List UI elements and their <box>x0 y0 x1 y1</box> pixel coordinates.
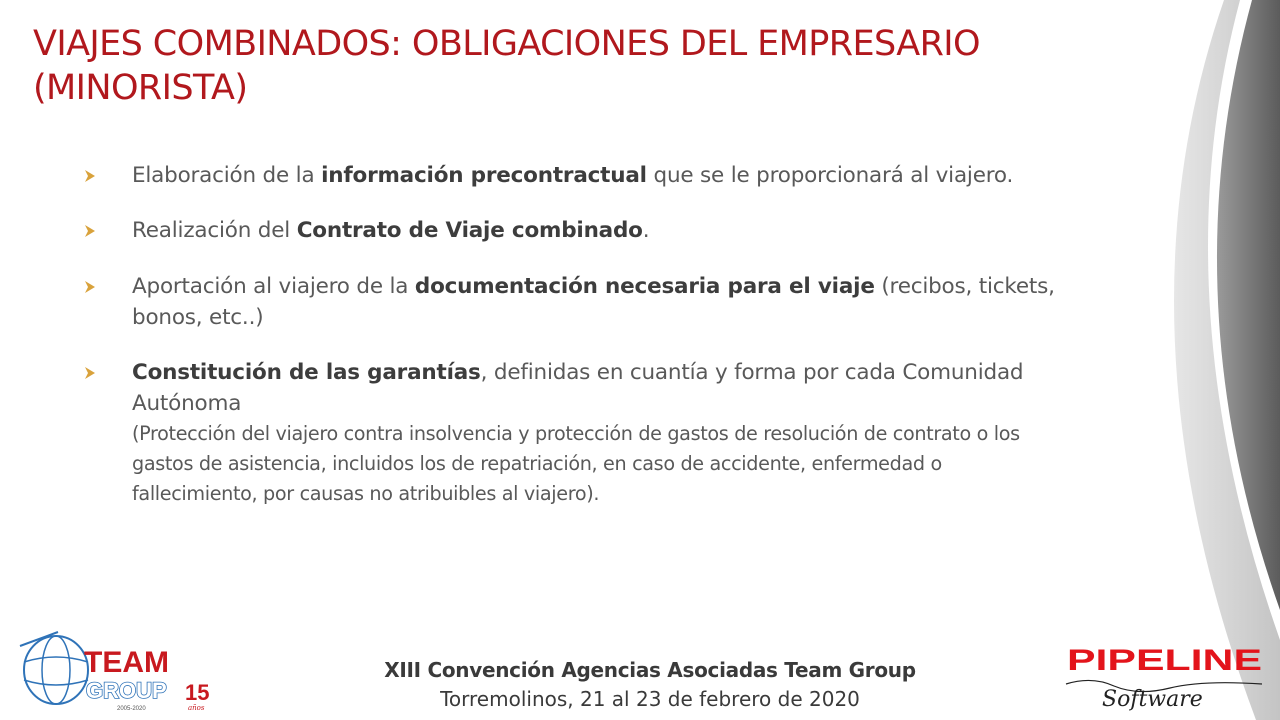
bullet-text: Elaboración de la <box>132 163 322 188</box>
logo-years-text: 2005-2020 <box>117 706 146 712</box>
arrow-bullet-icon <box>84 224 96 238</box>
arrow-bullet-icon <box>84 280 96 294</box>
bullet-text: Realización del <box>132 218 297 243</box>
bullet-text: Aportación al viajero de la <box>132 274 415 299</box>
arrow-bullet-icon <box>84 169 96 183</box>
bullet-text: que se le proporcionará al viajero. <box>646 163 1014 188</box>
bullet-bold-text: documentación necesaria para el viaje <box>414 274 875 299</box>
bullet-text: , definidas en cuantía y forma por cada Comunidad Autónoma <box>132 360 1024 416</box>
bullet-item <box>84 271 1064 333</box>
bullet-item <box>84 357 1064 509</box>
team-group-logo <box>18 628 223 714</box>
bullet-detail-text: (Protección del viajero contra insolvencia y protección de gastos de resolución de contrato o los gastos de asistencia, incluidos los de repatriación, en caso de accidente, enfermedad o fallecimiento, por causas no atribuibles al viajero). <box>132 422 1020 505</box>
logo-15-number: 15 <box>185 680 210 705</box>
bullet-bold-text: Contrato de Viaje combinado <box>296 218 643 243</box>
bullet-bold-text: información precontractual <box>321 163 647 188</box>
footer-event-title: XIII Convención Agencias Asociadas Team Group <box>384 658 916 682</box>
logo-team-word: TEAM <box>84 646 169 679</box>
footer-event-place-date: Torremolinos, 21 al 23 de febrero de 2020 <box>440 687 860 711</box>
slide-title: VIAJES COMBINADOS: OBLIGACIONES DEL EMPRESARIO (MINORISTA) <box>33 24 980 108</box>
bullet-text: (recibos, tickets, bonos, etc..) <box>132 274 1055 330</box>
arrow-bullet-icon <box>84 366 96 380</box>
bullet-list <box>84 160 1064 509</box>
bullet-bold-text: Constitución de las garantías <box>132 360 481 385</box>
bullet-item <box>84 215 1064 246</box>
decorative-curve-panel <box>1170 0 1280 720</box>
logo-group-word: GROUP <box>86 678 167 703</box>
logo-pipeline-word: PIPELINE <box>1067 644 1262 677</box>
footer <box>340 656 960 714</box>
bullet-item <box>84 160 1064 191</box>
bullet-text: . <box>642 218 650 243</box>
logo-software-script: Software <box>1102 687 1203 712</box>
logo-anos-text: años <box>188 704 205 712</box>
pipeline-software-logo <box>1062 640 1267 716</box>
